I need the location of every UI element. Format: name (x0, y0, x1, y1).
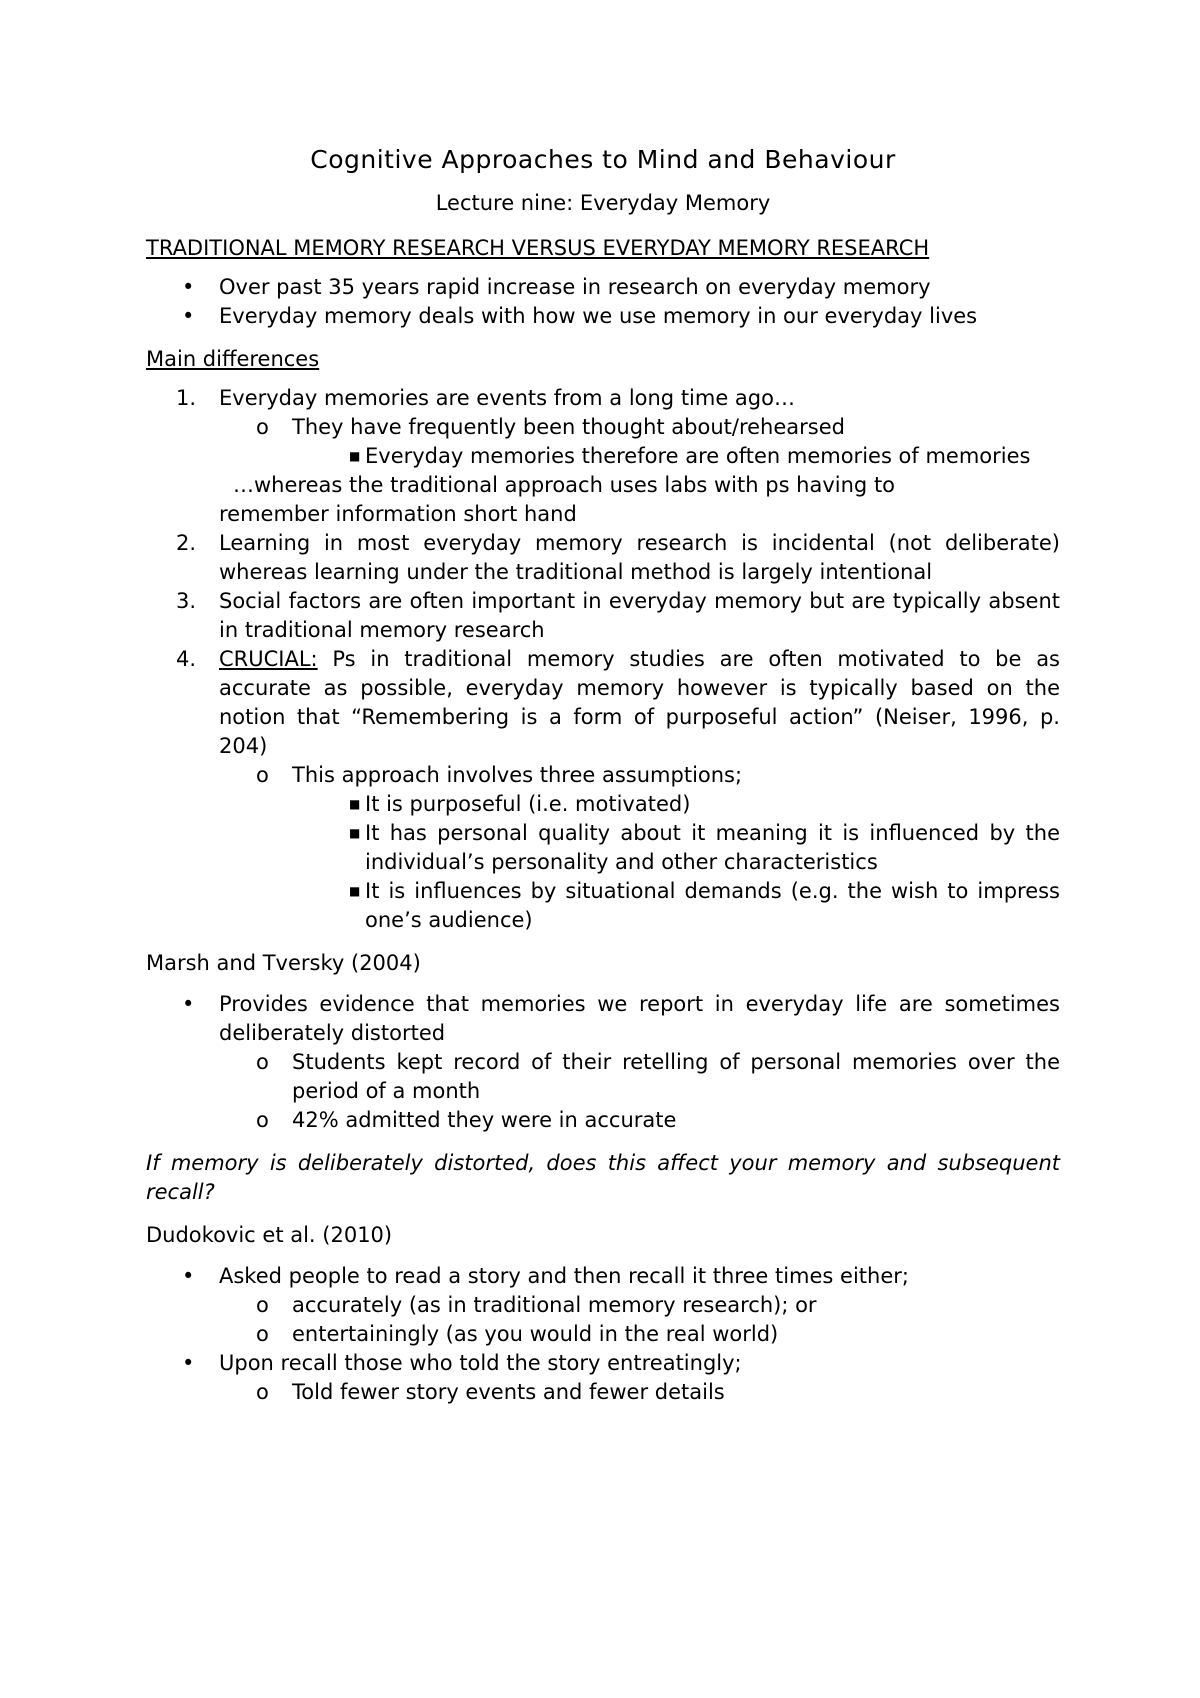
list-item (146, 819, 1060, 877)
list-item (146, 587, 1060, 645)
document-content (146, 143, 1060, 1421)
section-heading: TRADITIONAL MEMORY RESEARCH VERSUS EVERYDAY MEMORY RESEARCH (146, 236, 930, 260)
list-item-text: Provides evidence that memories we report in everyday life are sometimes deliberately distorted (219, 992, 1060, 1045)
list-item-text: They have frequently been thought about/rehearsed (292, 415, 845, 439)
dudokovic-list (146, 1262, 1060, 1407)
circle-marker: o (256, 1322, 269, 1346)
circle-marker: o (256, 1108, 269, 1132)
list-item (146, 384, 1060, 413)
list-item (146, 790, 1060, 819)
list-item-text: remember information short hand (219, 502, 577, 526)
list-item (146, 302, 1060, 331)
question-text: If memory is deliberately distorted, does this affect your memory and subsequent recall? (146, 1151, 1060, 1204)
list-item (146, 1320, 1060, 1349)
list-item-text: Everyday memories are events from a long time ago… (219, 386, 795, 410)
list-number: 1. (176, 386, 197, 410)
list-item-text: Everyday memories therefore are often memories of memories (365, 444, 1031, 468)
marsh-list (146, 990, 1060, 1135)
page-subtitle: Lecture nine: Everyday Memory (435, 191, 771, 215)
list-item (146, 529, 1060, 587)
list-item-text: It has personal quality about it meaning it is influenced by the individual’s personality and other characteristics (365, 821, 1060, 874)
list-item-text: Told fewer story events and fewer details (292, 1380, 725, 1404)
list-item (146, 1291, 1060, 1320)
list-item (146, 877, 1060, 935)
list-item (146, 1048, 1060, 1106)
bullet-marker: • (182, 992, 195, 1016)
square-marker: ■ (349, 884, 361, 898)
intro-list (146, 273, 1060, 331)
marsh-heading: Marsh and Tversky (2004) (146, 951, 421, 975)
list-item (146, 990, 1060, 1048)
bullet-marker: • (182, 275, 195, 299)
list-item-text: …whereas the traditional approach uses labs with ps having to (233, 473, 896, 497)
list-number: 4. (176, 647, 197, 671)
list-item-continuation (146, 471, 1060, 500)
square-marker: ■ (349, 826, 361, 840)
list-number: 2. (176, 531, 197, 555)
list-item-text: Over past 35 years rapid increase in research on everyday memory (219, 275, 931, 299)
list-item-text: This approach involves three assumptions; (292, 763, 743, 787)
list-item-text: Upon recall those who told the story entreatingly; (219, 1351, 742, 1375)
list-item-text: entertainingly (as you would in the real world) (292, 1322, 779, 1346)
list-item (146, 442, 1060, 471)
list-item-text: Learning in most everyday memory research is incidental (not deliberate) whereas learning under the traditional method is largely intentional (219, 531, 1060, 584)
list-item-text: Ps in traditional memory studies are often motivated to be as accurate as possible, everyday memory however is typically based on the notion that “Remembering is a form of purposeful action” (Neiser, 1996, p. 204) (219, 647, 1060, 758)
list-item-text: It is influences by situational demands (e.g. the wish to impress one’s audience) (365, 879, 1060, 932)
circle-marker: o (256, 1293, 269, 1317)
list-item-continuation (146, 500, 1060, 529)
bullet-marker: • (182, 304, 195, 328)
main-differences-heading: Main differences (146, 347, 320, 371)
dudokovic-heading: Dudokovic et al. (2010) (146, 1223, 393, 1247)
list-item-text: Social factors are often important in everyday memory but are typically absent in traditional memory research (219, 589, 1060, 642)
bullet-marker: • (182, 1264, 195, 1288)
list-item (146, 273, 1060, 302)
circle-marker: o (256, 415, 269, 439)
list-item (146, 1378, 1060, 1407)
list-item (146, 645, 1060, 761)
list-item-text: Asked people to read a story and then recall it three times either; (219, 1264, 909, 1288)
list-item-text: Everyday memory deals with how we use memory in our everyday lives (219, 304, 978, 328)
square-marker: ■ (349, 797, 361, 811)
list-item-text: accurately (as in traditional memory research); or (292, 1293, 817, 1317)
list-item (146, 761, 1060, 790)
list-item (146, 1349, 1060, 1378)
list-number: 3. (176, 589, 197, 613)
page-title: Cognitive Approaches to Mind and Behaviour (310, 145, 896, 174)
list-item-text: Students kept record of their retelling of personal memories over the period of a month (292, 1050, 1060, 1103)
differences-list (146, 384, 1060, 935)
bullet-marker: • (182, 1351, 195, 1375)
list-item (146, 1262, 1060, 1291)
crucial-label: CRUCIAL: (219, 647, 318, 671)
circle-marker: o (256, 1050, 269, 1074)
list-item (146, 413, 1060, 442)
square-marker: ■ (349, 449, 361, 463)
circle-marker: o (256, 763, 269, 787)
circle-marker: o (256, 1380, 269, 1404)
list-item-text: It is purposeful (i.e. motivated) (365, 792, 691, 816)
list-item-text: 42% admitted they were in accurate (292, 1108, 677, 1132)
list-item (146, 1106, 1060, 1135)
